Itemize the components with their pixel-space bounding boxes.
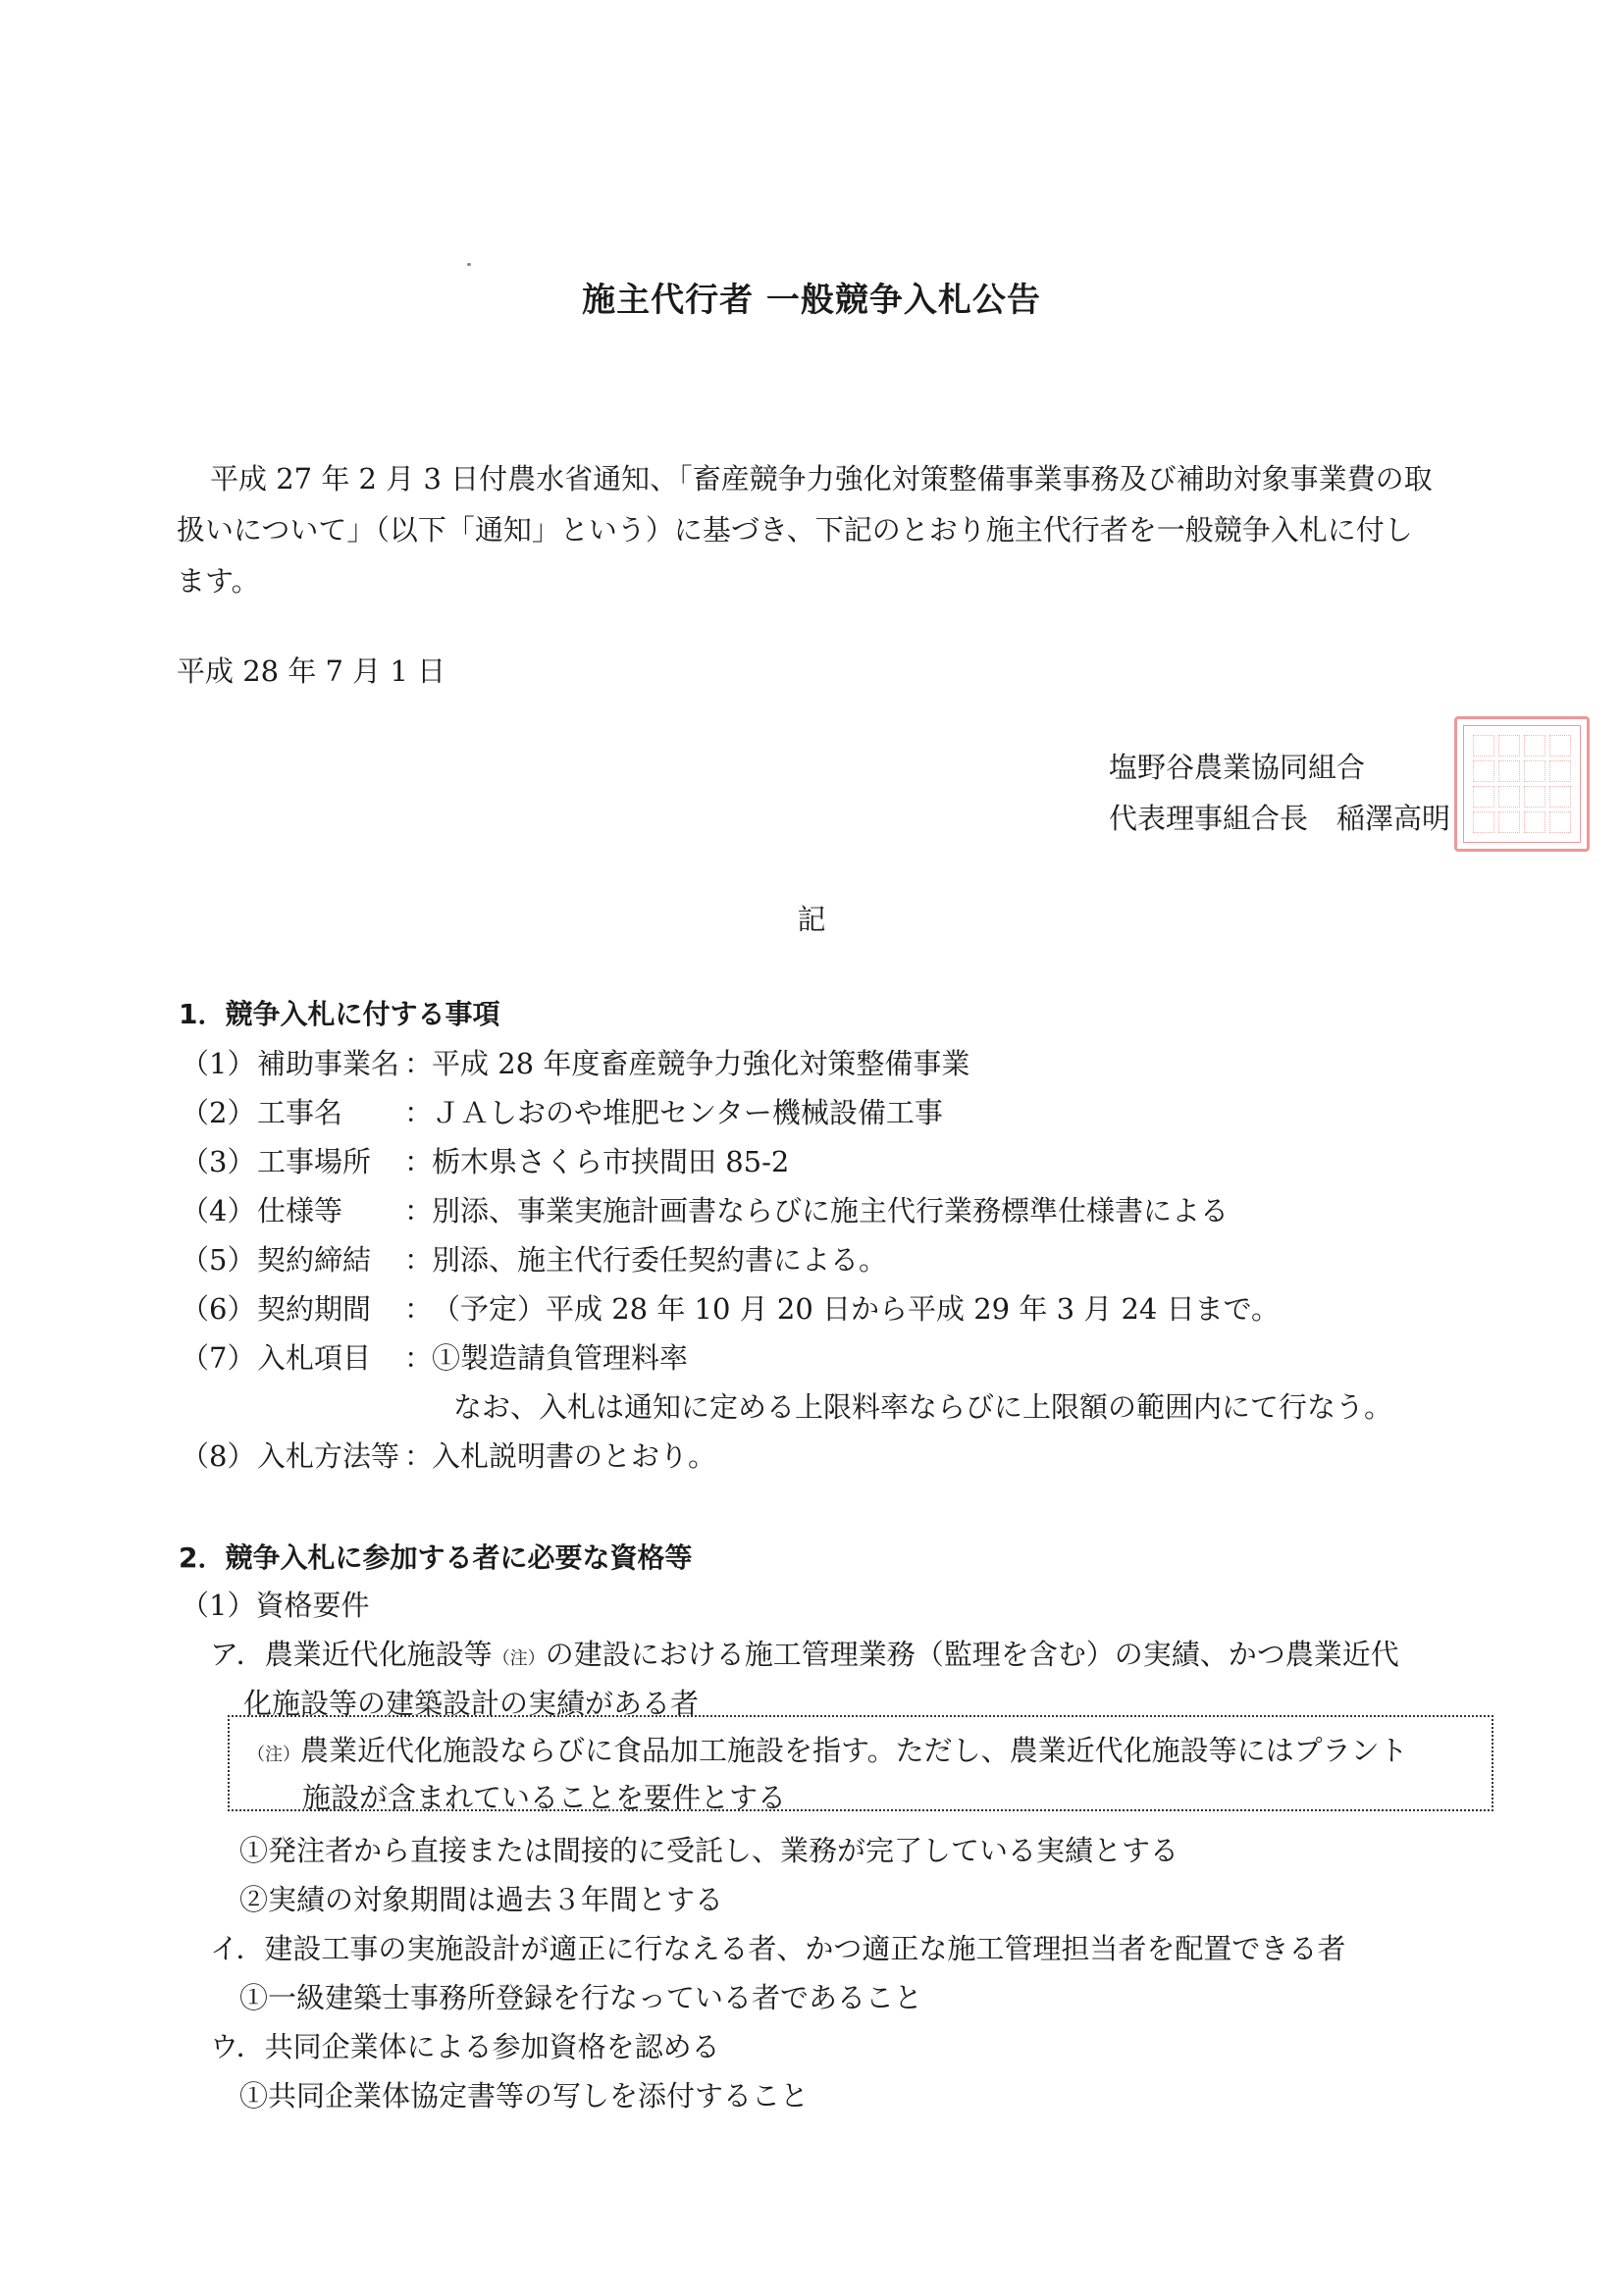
section-2-heading: 2．競争入札に参加する者に必要な資格等 [179,1541,693,1574]
section-1-item-3: （3）工事場所 ：栃木県さくら市挟間田 85-2 [181,1145,790,1178]
ki-marker: 記 [797,903,826,936]
qualification-heading: （1）資格要件 [181,1589,370,1622]
req-i-item-1: ①一級建築士事務所登録を行なっている者であること [239,1981,923,2014]
intro-paragraph [177,453,1433,606]
intro-line-2: 扱いについて」（以下「通知」という）に基づき、下記のとおり施主代行者を一般競争入札に付し [177,513,1413,547]
issuer-org: 塩野谷農業協同組合 [1109,751,1366,784]
section-1-item-7: （7）入札項目 ：①製造請負管理料率 [181,1341,689,1375]
req-a-line-2: 化施設等の建築設計の実績がある者 [243,1687,700,1720]
section-1-item-8: （8）入札方法等 ：入札説明書のとおり。 [181,1439,717,1473]
section-1-item-6: （6）契約期間 ：（予定）平成 28 年 10 月 20 日から平成 29 年 3 月 24 日まで。 [181,1292,1280,1326]
intro-line-1: 平成 27 年 2 月 3 日付農水省通知、「畜産競争力強化対策整備事業事務及び補助対象事業費の取 [210,462,1433,496]
scan-speck [467,263,471,266]
req-a-line-1: ア．農業近代化施設等（注）の建設における施工管理業務（監理を含む）の実績、かつ農業近代 [210,1638,1399,1671]
seal-stamp [1454,716,1590,852]
section-1-heading: 1．競争入札に付する事項 [179,998,500,1030]
issuer-block [1109,742,1450,844]
document-title: 施主代行者 一般競争入札公告 [582,281,1041,320]
issuer-rep: 代表理事組合長 稲澤高明 [1109,802,1451,835]
req-a-item-1: ①発注者から直接または間接的に受託し、業務が完了している実績とする [239,1834,1179,1867]
req-u-item-1: ①共同企業体協定書等の写しを添付すること [239,2079,810,2113]
note-line-1: （注）農業近代化施設ならびに食品加工施設を指す。ただし、農業近代化施設等にはプラント [247,1734,1408,1767]
note-mark: （注） [492,1648,546,1669]
req-u-line: ウ．共同企業体による参加資格を認める [210,2030,720,2063]
issue-date: 平成 28 年 7 月 1 日 [177,654,446,688]
req-a-item-2: ②実績の対象期間は過去３年間とする [239,1883,724,1916]
section-1-item-7-note: なお、入札は通知に定める上限料率ならびに上限額の範囲内にて行なう。 [453,1390,1393,1424]
section-1-item-1: （1）補助事業名 ：平成 28 年度畜産競争力強化対策整備事業 [181,1047,970,1080]
section-1-item-2: （2）工事名 ：ＪＡしおのや堆肥センター機械設備工事 [181,1096,943,1129]
section-1-item-5: （5）契約締結 ：別添、施主代行委任契約書による。 [181,1243,888,1277]
note-line-2: 施設が含まれていることを要件とする [302,1781,787,1814]
intro-line-3: ます。 [177,564,260,598]
section-1-item-4: （4）仕様等 ：別添、事業実施計画書ならびに施主代行業務標準仕様書による [181,1194,1230,1227]
req-i-line: イ．建設工事の実施設計が適正に行なえる者、かつ適正な施工管理担当者を配置できる者 [210,1932,1346,1965]
